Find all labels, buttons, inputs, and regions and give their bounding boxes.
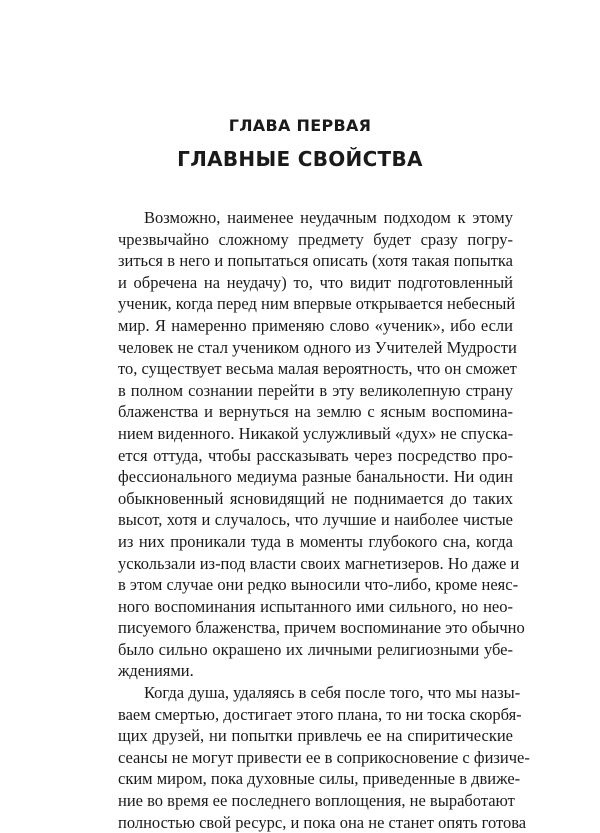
- text-line: зиться в него и попытаться описать (хотя такая попытка: [118, 251, 513, 271]
- text-line: полностью свой ресурс, и пока она не станет опять готова: [118, 812, 527, 832]
- text-line: высот, хотя и случалось, что лучшие и наиболее чистые: [118, 510, 513, 530]
- text-line: чрезвычайно сложному предмету будет сразу погру-: [118, 229, 513, 249]
- paragraph-2: [118, 682, 530, 833]
- text-line: то, существует весьма малая вероятность, что он сможет: [118, 359, 517, 379]
- text-line: обыкновенный ясновидящий не поднимается до таких: [118, 488, 513, 508]
- text-line: человек не стал учеником одного из Учителей Мудрости: [118, 337, 517, 357]
- text-line: мир. Я намеренно применяю слово «ученик», ибо если: [118, 315, 513, 335]
- chapter-label: ГЛАВА ПЕРВАЯ: [228, 116, 372, 135]
- text-line: было сильно окрашено их личными религиозными убе-: [118, 639, 513, 659]
- text-line: сеансы не могут привести ее в соприкосновение с физиче-: [118, 747, 530, 767]
- text-line: в полном сознании перейти в эту великолепную страну: [118, 380, 513, 400]
- text-line: ется оттуда, чтобы рассказывать через посредство про-: [118, 445, 513, 465]
- text-line: щих друзей, ни попытки привлечь ее на спиритические: [118, 726, 513, 746]
- text-line: нием виденного. Никакой услужливый «дух» не спуска-: [118, 423, 514, 443]
- text-line: Возможно, наименее неудачным подходом к этому: [144, 208, 513, 227]
- body-text: [118, 207, 530, 833]
- text-line: ние во время ее последнего воплощения, не выработают: [118, 791, 515, 811]
- text-line: ждениями.: [118, 661, 194, 681]
- text-line: ским миром, пока духовные силы, приведенные в движе-: [118, 769, 521, 789]
- text-line: Когда душа, удаляясь в себя после того, что мы назы-: [144, 683, 521, 703]
- text-line: в этом случае они редко выносили что-либо, кроме неяс-: [118, 575, 519, 595]
- text-line: ускользали из-под власти своих магнетизеров. Но даже и: [118, 553, 520, 573]
- text-line: писуемого блаженства, причем воспоминание это обычно: [118, 618, 525, 638]
- chapter-title: ГЛАВНЫЕ СВОЙСТВА: [177, 147, 423, 171]
- text-line: блаженства и вернуться на землю с ясным воспомина-: [118, 402, 513, 422]
- text-line: из них проникали туда в моменты глубокого сна, когда: [118, 531, 513, 551]
- text-line: ученик, когда перед ним впервые открывается небесный: [118, 294, 516, 314]
- paragraph-1: [118, 207, 525, 682]
- text-line: ваем смертью, достигает этого плана, то ни тоска скорбя-: [118, 704, 522, 724]
- text-line: фессионального медиума разные банальности. Ни один: [118, 467, 513, 487]
- text-line: ного воспоминания испытанного ими сильного, но нео-: [118, 596, 513, 616]
- text-line: и обречена на неудачу) то, что видит подготовленный: [118, 272, 513, 292]
